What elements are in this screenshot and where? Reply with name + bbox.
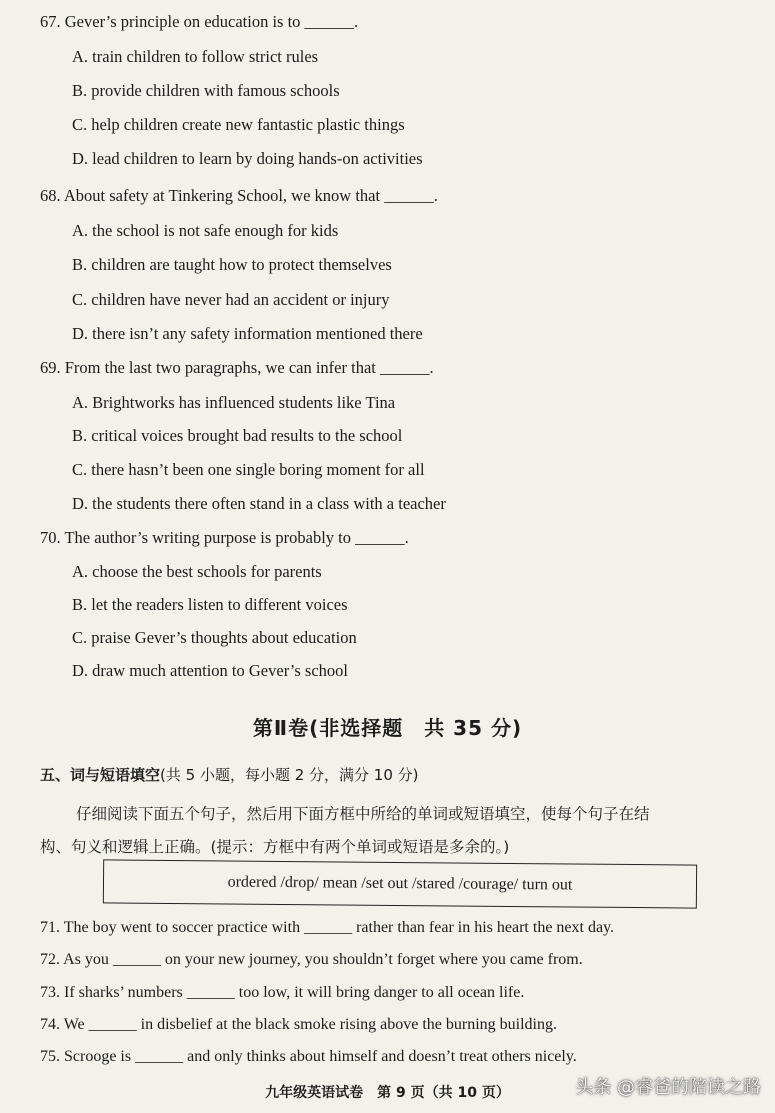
question-68-option-b: B. children are taught how to protect themselves bbox=[72, 255, 392, 274]
question-69-stem: 69. From the last two paragraphs, we can infer that ______. bbox=[40, 358, 434, 377]
question-67-stem: 67. Gever’s principle on education is to ______. bbox=[40, 12, 359, 31]
word-box-text: ordered /drop/ mean /set out /stared /courage/ turn out bbox=[227, 873, 573, 894]
fill-in-71: 71. The boy went to soccer practice with ______ rather than fear in his heart the next day. bbox=[40, 919, 615, 936]
page-footer: 九年级英语试卷 第 9 页（共 10 页） bbox=[265, 1085, 510, 1101]
question-69-option-b: B. critical voices brought bad results to the school bbox=[72, 426, 403, 445]
question-67-option-b: B. provide children with famous schools bbox=[72, 81, 340, 100]
question-68-stem: 68. About safety at Tinkering School, we know that ______. bbox=[40, 186, 438, 205]
fill-in-74: 74. We ______ in disbelief at the black smoke rising above the burning building. bbox=[40, 1016, 557, 1033]
question-70-option-b: B. let the readers listen to different voices bbox=[72, 595, 348, 614]
section-title: 第Ⅱ卷(非选择题 共 35 分) bbox=[252, 716, 523, 740]
question-67-option-d: D. lead children to learn by doing hands-on activities bbox=[72, 149, 423, 168]
question-68-option-a: A. the school is not safe enough for kids bbox=[72, 221, 339, 240]
fill-in-72: 72. As you ______ on your new journey, you shouldn’t forget where you came from. bbox=[40, 951, 583, 968]
question-68-option-d: D. there isn’t any safety information mentioned there bbox=[72, 324, 423, 343]
question-69-option-d: D. the students there often stand in a class with a teacher bbox=[72, 494, 446, 513]
question-69-option-a: A. Brightworks has influenced students like Tina bbox=[72, 393, 396, 412]
part-note: (共 5 小题，每小题 2 分，满分 10 分) bbox=[160, 766, 419, 784]
question-67-option-c: C. help children create new fantastic plastic things bbox=[72, 115, 405, 134]
word-box bbox=[103, 859, 697, 908]
part-heading bbox=[40, 764, 419, 785]
question-68-option-c: C. children have never had an accident or injury bbox=[72, 290, 390, 309]
question-70-option-c: C. praise Gever’s thoughts about education bbox=[72, 628, 357, 647]
question-67-option-a: A. train children to follow strict rules bbox=[72, 47, 319, 66]
question-70-option-d: D. draw much attention to Gever’s school bbox=[72, 661, 349, 680]
fill-in-73: 73. If sharks’ numbers ______ too low, it will bring danger to all ocean life. bbox=[40, 984, 525, 1001]
instruction-line-2: 构、句义和逻辑上正确。(提示：方框中有两个单词或短语是多余的。) bbox=[40, 838, 510, 856]
question-69-option-c: C. there hasn’t been one single boring moment for all bbox=[72, 460, 425, 479]
fill-in-75: 75. Scrooge is ______ and only thinks about himself and doesn’t treat others nicely. bbox=[40, 1048, 577, 1065]
question-70-option-a: A. choose the best schools for parents bbox=[72, 562, 322, 581]
part-label: 五、词与短语填空 bbox=[40, 766, 161, 784]
question-70-stem: 70. The author’s writing purpose is probably to ______. bbox=[40, 528, 409, 547]
instruction-line-1: 仔细阅读下面五个句子，然后用下面方框中所给的单词或短语填空，使每个句子在结 bbox=[76, 805, 650, 823]
watermark-text: 头条 @睿爸的陪读之路 bbox=[575, 1077, 761, 1098]
